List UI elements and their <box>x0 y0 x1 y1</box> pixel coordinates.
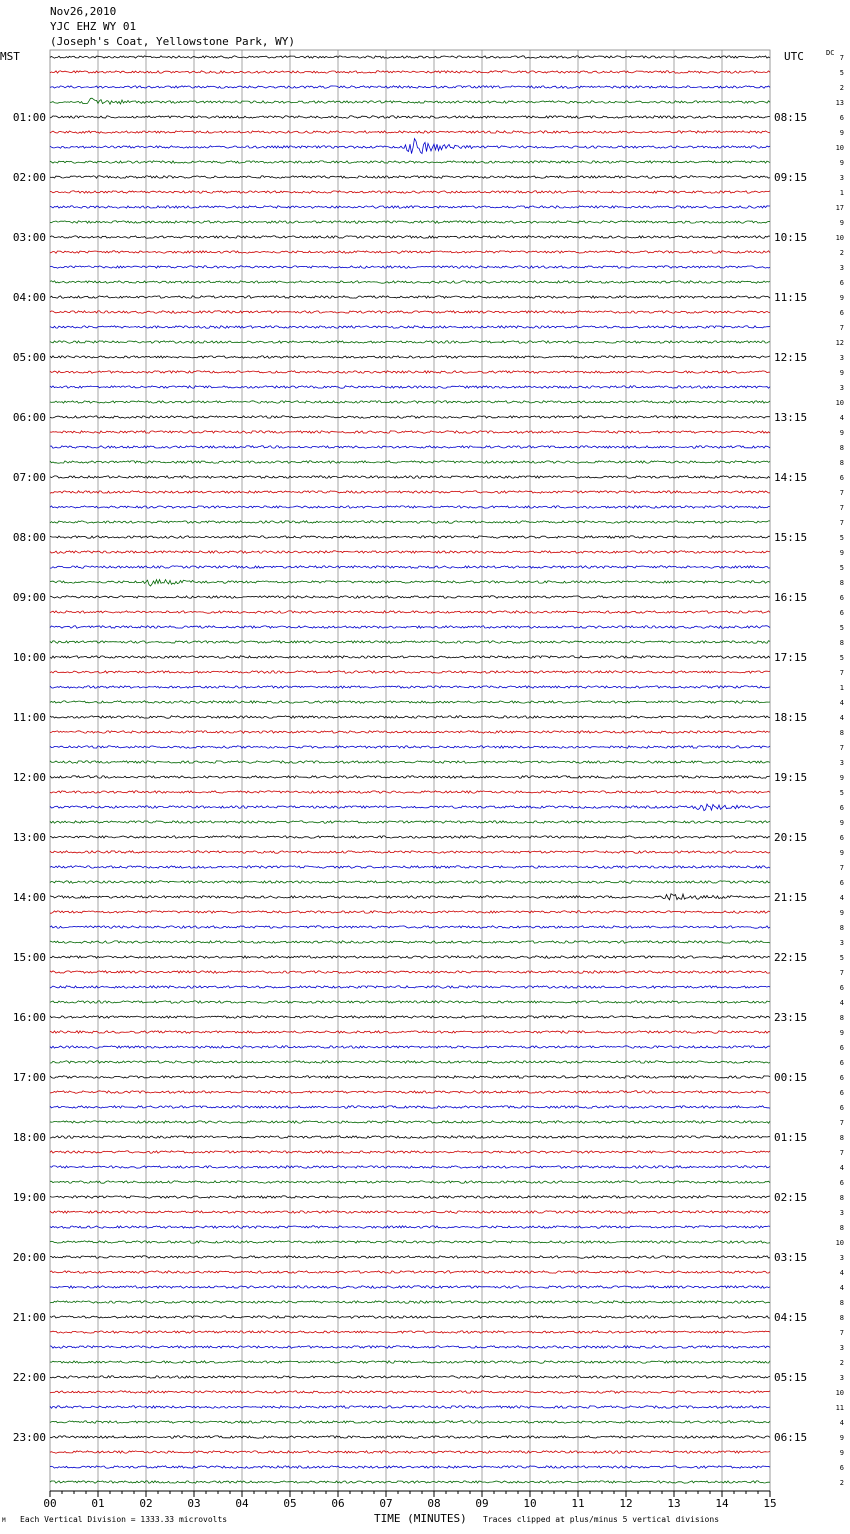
right-hour-label: 02:15 <box>774 1191 808 1204</box>
left-hour-label: 21:00 <box>12 1311 46 1324</box>
dc-value: 9 <box>839 159 844 167</box>
dc-value: 9 <box>839 909 844 917</box>
dc-value: 8 <box>839 639 844 647</box>
dc-value: 10 <box>835 399 844 407</box>
dc-value: 8 <box>839 1314 844 1322</box>
trace-row <box>50 716 770 718</box>
trace-row <box>50 941 770 943</box>
trace-row <box>50 536 770 538</box>
trace-row <box>50 371 770 373</box>
x-tick-label: 13 <box>667 1497 681 1510</box>
dc-value: 3 <box>839 1254 844 1262</box>
trace-row <box>50 761 770 763</box>
dc-value: 1 <box>839 684 844 692</box>
dc-value: 6 <box>839 1059 844 1067</box>
x-tick-label: 11 <box>571 1497 585 1510</box>
trace-row <box>50 956 770 958</box>
dc-value: 5 <box>839 624 844 632</box>
dc-value: 8 <box>839 459 844 467</box>
trace-row <box>50 86 770 88</box>
x-tick-label: 09 <box>475 1497 489 1510</box>
dc-value: 6 <box>839 879 844 887</box>
trace-row <box>50 1226 770 1228</box>
trace-row <box>50 71 770 73</box>
right-hour-label: 20:15 <box>774 831 808 844</box>
trace-row <box>50 98 770 104</box>
trace-row <box>50 386 770 388</box>
right-hour-label: 23:15 <box>774 1011 808 1024</box>
right-hour-label: 15:15 <box>774 531 808 544</box>
dc-value: 8 <box>839 1299 844 1307</box>
dc-value: 4 <box>839 714 844 722</box>
dc-value: 17 <box>835 204 844 212</box>
trace-row <box>50 131 770 133</box>
trace-row <box>50 506 770 508</box>
dc-value: 3 <box>839 1344 844 1352</box>
dc-value: 3 <box>839 384 844 392</box>
left-hour-labels <box>13 111 46 1444</box>
dc-value: 9 <box>839 129 844 137</box>
dc-value: 10 <box>835 234 844 242</box>
left-hour-label: 04:00 <box>12 291 46 304</box>
trace-row <box>50 894 770 900</box>
dc-value: 5 <box>839 534 844 542</box>
dc-value: 4 <box>839 894 844 902</box>
dc-value: 9 <box>839 429 844 437</box>
vertical-division-note: Each Vertical Division = 1333.33 microvolts <box>20 1515 228 1524</box>
dc-value: 4 <box>839 1164 844 1172</box>
left-hour-label: 22:00 <box>12 1371 46 1384</box>
clip-note: Traces clipped at plus/minus 5 vertical divisions <box>483 1515 720 1524</box>
dc-value: 6 <box>839 609 844 617</box>
left-hour-label: 05:00 <box>12 351 46 364</box>
dc-value: 8 <box>839 1224 844 1232</box>
dc-value: 7 <box>839 1149 844 1157</box>
trace-row <box>50 1391 770 1393</box>
trace-row <box>50 731 770 733</box>
trace-row <box>50 686 770 688</box>
right-hour-label: 00:15 <box>774 1071 808 1084</box>
right-hour-label: 06:15 <box>774 1431 808 1444</box>
trace-row <box>50 911 770 913</box>
trace-row <box>50 1196 770 1198</box>
dc-value: 7 <box>839 969 844 977</box>
trace-row <box>50 1001 770 1003</box>
trace-row <box>50 1346 770 1348</box>
trace-row <box>50 1151 770 1153</box>
header-station: YJC EHZ WY 01 <box>50 20 137 33</box>
right-hour-label: 16:15 <box>774 591 808 604</box>
dc-value: 6 <box>839 1089 844 1097</box>
trace-row <box>50 1061 770 1063</box>
trace-row <box>50 1091 770 1093</box>
left-hour-label: 09:00 <box>12 591 46 604</box>
trace-row <box>50 521 770 523</box>
right-hour-label: 05:15 <box>774 1371 808 1384</box>
dc-value: 12 <box>835 339 844 347</box>
trace-row <box>50 821 770 823</box>
trace-row <box>50 791 770 793</box>
left-hour-label: 18:00 <box>12 1131 46 1144</box>
trace-row <box>50 1286 770 1288</box>
trace-row <box>50 491 770 493</box>
right-timezone-label: UTC <box>784 50 804 63</box>
left-hour-label: 07:00 <box>12 471 46 484</box>
right-hour-label: 10:15 <box>774 231 808 244</box>
dc-value: 7 <box>839 324 844 332</box>
trace-row <box>50 161 770 163</box>
dc-value: 6 <box>839 594 844 602</box>
trace-row <box>50 1121 770 1123</box>
dc-value: 4 <box>839 699 844 707</box>
dc-value: 3 <box>839 174 844 182</box>
trace-row <box>50 836 770 838</box>
x-axis-label: TIME (MINUTES) <box>374 1512 467 1525</box>
dc-value: 8 <box>839 444 844 452</box>
dc-label: DC <box>826 49 835 57</box>
x-tick-label: 05 <box>283 1497 297 1510</box>
trace-row <box>50 1016 770 1018</box>
trace-row <box>50 1241 770 1243</box>
dc-value: 2 <box>839 84 844 92</box>
trace-row <box>50 926 770 928</box>
trace-row <box>50 1421 770 1423</box>
trace-row <box>50 971 770 973</box>
right-hour-label: 18:15 <box>774 711 808 724</box>
left-timezone-label: MST <box>0 50 20 63</box>
x-tick-label: 15 <box>763 1497 777 1510</box>
trace-row <box>50 866 770 868</box>
trace-row <box>50 1211 770 1213</box>
trace-row <box>50 1046 770 1048</box>
left-hour-label: 10:00 <box>12 651 46 664</box>
right-hour-label: 19:15 <box>774 771 808 784</box>
trace-row <box>50 1166 770 1168</box>
dc-value: 6 <box>839 804 844 812</box>
right-hour-label: 08:15 <box>774 111 808 124</box>
trace-row <box>50 1301 770 1303</box>
trace-row <box>50 701 770 703</box>
dc-value: 7 <box>839 1329 844 1337</box>
dc-value: 6 <box>839 309 844 317</box>
dc-value: 10 <box>835 144 844 152</box>
x-tick-label: 07 <box>379 1497 393 1510</box>
dc-value: 8 <box>839 729 844 737</box>
dc-value: 2 <box>839 1479 844 1487</box>
dc-value: 7 <box>839 489 844 497</box>
dc-value: 8 <box>839 1134 844 1142</box>
dc-value: 7 <box>839 504 844 512</box>
dc-value: 7 <box>839 519 844 527</box>
dc-value: 3 <box>839 354 844 362</box>
trace-row <box>50 804 770 811</box>
dc-value: 9 <box>839 294 844 302</box>
dc-value: 7 <box>839 744 844 752</box>
left-hour-label: 14:00 <box>12 891 46 904</box>
trace-row <box>50 401 770 403</box>
dc-value: 9 <box>839 849 844 857</box>
dc-value: 5 <box>839 954 844 962</box>
dc-value: 3 <box>839 759 844 767</box>
dc-value: 5 <box>839 564 844 572</box>
x-tick-label: 01 <box>91 1497 105 1510</box>
dc-value: 9 <box>839 774 844 782</box>
header-location: (Joseph's Coat, Yellowstone Park, WY) <box>50 35 296 48</box>
x-tick-label: 04 <box>235 1497 249 1510</box>
trace-row <box>50 641 770 643</box>
dc-value: 9 <box>839 369 844 377</box>
trace-row <box>50 326 770 328</box>
right-hour-label: 13:15 <box>774 411 808 424</box>
trace-row <box>50 206 770 208</box>
trace-row <box>50 116 770 118</box>
trace-row <box>50 611 770 613</box>
left-hour-label: 12:00 <box>12 771 46 784</box>
dc-value: 5 <box>839 654 844 662</box>
x-tick-label: 00 <box>43 1497 57 1510</box>
trace-row <box>50 176 770 178</box>
right-hour-label: 21:15 <box>774 891 808 904</box>
trace-row <box>50 1181 770 1183</box>
dc-value: 13 <box>835 99 844 107</box>
corner-mark: M <box>2 1517 6 1524</box>
trace-row <box>50 626 770 628</box>
trace-row <box>50 296 770 298</box>
x-tick-label: 10 <box>523 1497 537 1510</box>
dc-value: 4 <box>839 414 844 422</box>
trace-row <box>50 56 770 58</box>
trace-row <box>50 266 770 268</box>
dc-value: 5 <box>839 789 844 797</box>
trace-row <box>50 341 770 343</box>
trace-row <box>50 1376 770 1378</box>
trace-row <box>50 1451 770 1453</box>
x-tick-label: 02 <box>139 1497 153 1510</box>
trace-row <box>50 1106 770 1108</box>
trace-row <box>50 1436 770 1438</box>
dc-value: 3 <box>839 1209 844 1217</box>
dc-value: 9 <box>839 1449 844 1457</box>
dc-value: 4 <box>839 1284 844 1292</box>
trace-row <box>50 1316 770 1318</box>
dc-value: 6 <box>839 474 844 482</box>
trace-row <box>50 1331 770 1333</box>
dc-value: 6 <box>839 1104 844 1112</box>
right-hour-label: 14:15 <box>774 471 808 484</box>
right-hour-label: 22:15 <box>774 951 808 964</box>
dc-value: 7 <box>839 669 844 677</box>
dc-value: 3 <box>839 1374 844 1382</box>
x-axis <box>43 1491 776 1510</box>
trace-row <box>50 461 770 463</box>
header-date: Nov26,2010 <box>50 5 117 18</box>
dc-value: 10 <box>835 1239 844 1247</box>
seismic-traces <box>50 56 770 1483</box>
dc-value: 6 <box>839 834 844 842</box>
trace-row <box>50 656 770 658</box>
trace-row <box>50 311 770 313</box>
trace-row <box>50 851 770 853</box>
trace-row <box>50 1136 770 1138</box>
left-hour-label: 03:00 <box>12 231 46 244</box>
trace-row <box>50 1076 770 1078</box>
dc-value: 9 <box>839 1434 844 1442</box>
dc-value: 7 <box>839 864 844 872</box>
trace-row <box>50 1466 770 1468</box>
trace-row <box>50 1256 770 1258</box>
left-hour-label: 23:00 <box>12 1431 46 1444</box>
dc-value: 6 <box>839 1179 844 1187</box>
left-hour-label: 11:00 <box>12 711 46 724</box>
dc-value: 6 <box>839 1074 844 1082</box>
dc-value: 1 <box>839 189 844 197</box>
right-hour-label: 17:15 <box>774 651 808 664</box>
dc-value: 8 <box>839 924 844 932</box>
trace-row <box>50 551 770 553</box>
trace-row <box>50 221 770 223</box>
trace-row <box>50 1031 770 1033</box>
right-hour-labels <box>774 111 807 1444</box>
trace-row <box>50 431 770 433</box>
trace-row <box>50 596 770 598</box>
left-hour-label: 15:00 <box>12 951 46 964</box>
dc-value: 3 <box>839 939 844 947</box>
trace-row <box>50 139 770 154</box>
trace-row <box>50 251 770 253</box>
trace-row <box>50 671 770 673</box>
dc-value: 8 <box>839 579 844 587</box>
x-tick-label: 03 <box>187 1497 201 1510</box>
dc-value: 4 <box>839 999 844 1007</box>
right-hour-label: 11:15 <box>774 291 808 304</box>
dc-value: 9 <box>839 219 844 227</box>
trace-row <box>50 1406 770 1408</box>
dc-value: 6 <box>839 1044 844 1052</box>
trace-row <box>50 776 770 778</box>
trace-row <box>50 881 770 883</box>
left-hour-label: 08:00 <box>12 531 46 544</box>
dc-value: 9 <box>839 549 844 557</box>
dc-value: 7 <box>839 54 844 62</box>
dc-value: 8 <box>839 1014 844 1022</box>
right-hour-label: 12:15 <box>774 351 808 364</box>
trace-row <box>50 1361 770 1363</box>
dc-value: 8 <box>839 1194 844 1202</box>
trace-row <box>50 476 770 478</box>
x-tick-label: 12 <box>619 1497 633 1510</box>
trace-row <box>50 236 770 238</box>
trace-row <box>50 1481 770 1483</box>
left-hour-label: 19:00 <box>12 1191 46 1204</box>
right-hour-label: 04:15 <box>774 1311 808 1324</box>
left-hour-label: 01:00 <box>12 111 46 124</box>
x-tick-label: 14 <box>715 1497 729 1510</box>
left-hour-label: 02:00 <box>12 171 46 184</box>
dc-value: 9 <box>839 1029 844 1037</box>
dc-value: 2 <box>839 1359 844 1367</box>
dc-value: 7 <box>839 1119 844 1127</box>
dc-value: 4 <box>839 1419 844 1427</box>
dc-value: 11 <box>835 1404 844 1412</box>
right-hour-label: 01:15 <box>774 1131 808 1144</box>
left-hour-label: 17:00 <box>12 1071 46 1084</box>
trace-row <box>50 356 770 358</box>
left-hour-label: 13:00 <box>12 831 46 844</box>
right-hour-label: 09:15 <box>774 171 808 184</box>
left-hour-label: 20:00 <box>12 1251 46 1264</box>
dc-value: 6 <box>839 1464 844 1472</box>
dc-values-column <box>836 54 844 1487</box>
dc-value: 6 <box>839 984 844 992</box>
left-hour-label: 06:00 <box>12 411 46 424</box>
trace-row <box>50 416 770 418</box>
dc-value: 10 <box>835 1389 844 1397</box>
dc-value: 5 <box>839 69 844 77</box>
trace-row <box>50 566 770 568</box>
dc-value: 3 <box>839 264 844 272</box>
x-tick-label: 06 <box>331 1497 345 1510</box>
dc-value: 6 <box>839 114 844 122</box>
trace-row <box>50 986 770 988</box>
trace-row <box>50 746 770 748</box>
right-hour-label: 03:15 <box>774 1251 808 1264</box>
dc-value: 2 <box>839 249 844 257</box>
trace-row <box>50 191 770 193</box>
dc-value: 6 <box>839 279 844 287</box>
x-tick-label: 08 <box>427 1497 441 1510</box>
dc-value: 4 <box>839 1269 844 1277</box>
trace-row <box>50 281 770 283</box>
trace-row <box>50 446 770 448</box>
dc-value: 9 <box>839 819 844 827</box>
trace-row <box>50 1271 770 1273</box>
left-hour-label: 16:00 <box>12 1011 46 1024</box>
trace-row <box>50 580 770 586</box>
